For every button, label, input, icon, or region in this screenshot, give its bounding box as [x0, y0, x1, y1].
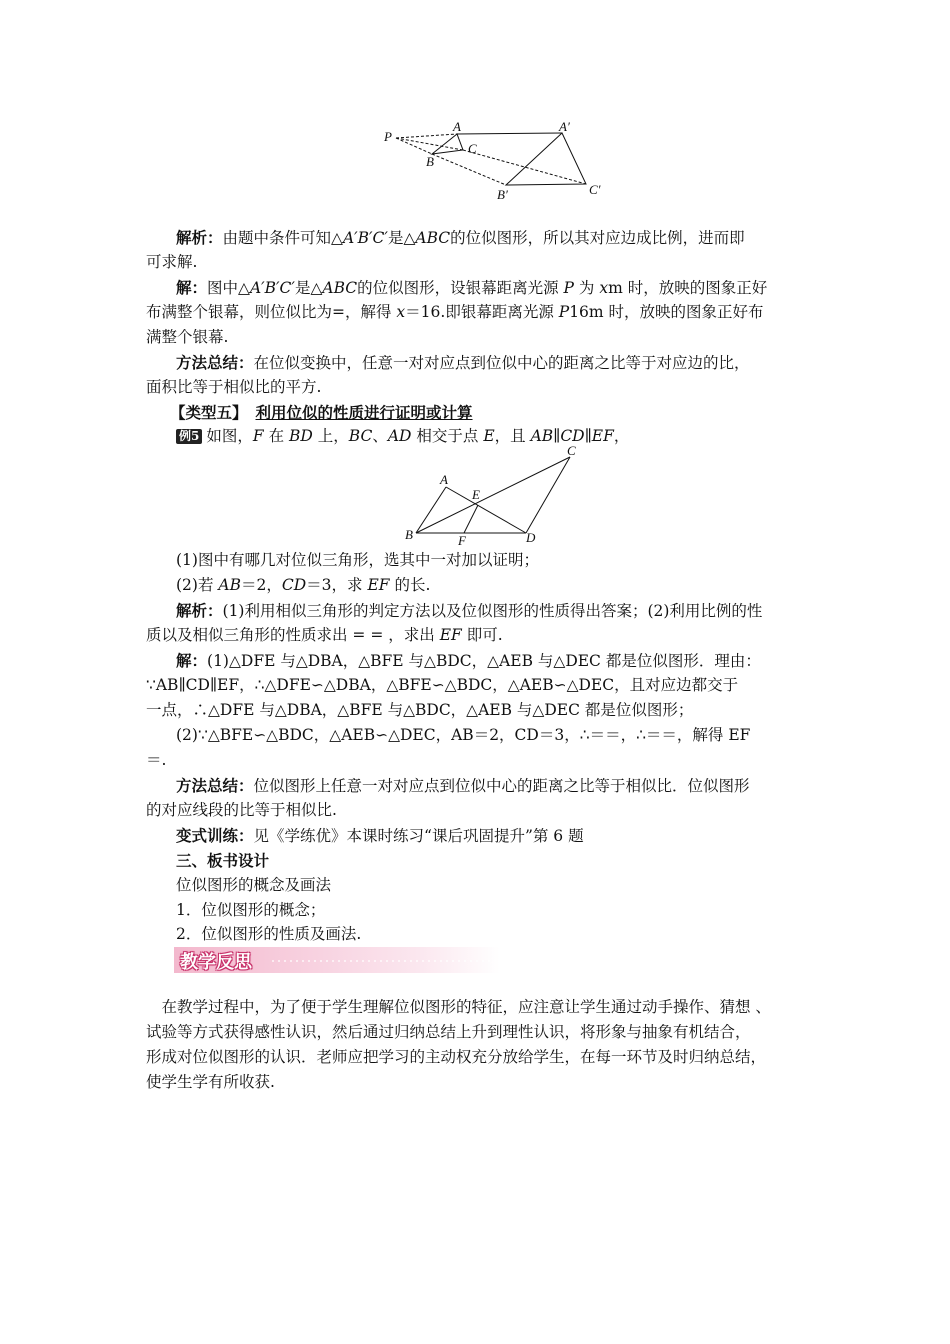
label-a-prime: A′ — [559, 119, 570, 134]
label-p: P — [384, 129, 392, 144]
ray-pa — [396, 134, 457, 138]
question-2: (2)若 AB＝2，CD＝3，求 EF 的长. — [176, 576, 431, 594]
segment-ad — [446, 487, 526, 533]
solution1-line3: 满整个银幕. — [146, 328, 229, 346]
question-1: (1)图中有哪几对位似三角形，选其中一对加以证明； — [176, 551, 539, 569]
board-item-2: 2．位似图形的性质及画法. — [176, 925, 362, 943]
label-a: A — [440, 472, 448, 487]
label-c: C — [468, 141, 477, 156]
reflection-banner — [174, 947, 500, 973]
label-c-prime: C′ — [589, 182, 601, 197]
triangle-a2b2c2 — [506, 133, 586, 185]
solution1-line1: 解：图中△A′B′C′是△ABC的位似图形，设银幕距离光源 P 为 xm 时，放映的图象正好 — [176, 278, 768, 297]
ray-pc2 — [463, 150, 586, 184]
solution1-line2: 布满整个银幕，则位似比为=，解得 x＝16.即银幕距离光源 P16m 时，放映的图象正好布 — [146, 303, 764, 321]
summary2-line1: 方法总结：位似图形上任意一对对应点到位似中心的距离之比等于相似比．位似图形 — [176, 776, 750, 795]
ray-pa2 — [457, 133, 562, 134]
solution2-line1: 解：(1)△DFE 与△DBA，△BFE 与△BDC，△AEB 与△DEC 都是位似图形．理由： — [176, 651, 761, 670]
ray-pb2 — [432, 154, 506, 185]
analysis1-line1: 解析：由题中条件可知△A′B′C′是△ABC的位似图形，所以其对应边成比例，进而即 — [176, 228, 745, 247]
board-heading: 三、板书设计 — [176, 851, 270, 870]
solution2-line2: ∵AB∥CD∥EF，∴△DFE∽△DBA，△BFE∽△BDC，△AEB∽△DEC，且对应边都交于 — [146, 676, 739, 694]
board-title: 位似图形的概念及画法 — [176, 876, 332, 894]
analysis2-line2: 质以及相似三角形的性质求出 = = ，求出 EF 即可. — [146, 626, 503, 644]
projection-figure — [380, 118, 620, 208]
example5-line: 例5 如图，F 在 BD 上，BC、AD 相交于点 E，且 AB∥CD∥EF， — [176, 424, 836, 449]
label-f: F — [458, 533, 466, 548]
label-d: D — [526, 530, 536, 545]
ray-pc — [396, 138, 463, 150]
reflection-line1: 在教学过程中，为了便于学生理解位似图形的特征，应注意让学生通过动手操作、猜想 、 — [146, 998, 771, 1016]
label-b: B — [426, 154, 434, 169]
reflection-banner-title: 教学反思 — [180, 952, 252, 973]
example-badge: 例5 — [176, 429, 202, 444]
reflection-line4: 使学生学有所收获. — [146, 1073, 275, 1091]
label-e: E — [472, 487, 480, 502]
segment-bc — [416, 457, 570, 533]
type5-heading: 【类型五】 利用位似的性质进行证明或计算 — [170, 403, 473, 422]
analysis2-line1: 解析：(1)利用相似三角形的判定方法以及位似图形的性质得出答案；(2)利用比例的性 — [176, 601, 763, 620]
ray-pb — [396, 138, 432, 154]
solution2-line5: ＝. — [146, 751, 167, 769]
solution2-line3: 一点，∴△DFE 与△DBA，△BFE 与△BDC，△AEB 与△DEC 都是位似图形； — [146, 701, 694, 719]
variant-training: 变式训练：见《学练优》本课时练习“课后巩固提升”第 6 题 — [176, 826, 584, 845]
analysis1-line2: 可求解. — [146, 253, 198, 271]
summary1-line2: 面积比等于相似比的平方. — [146, 378, 322, 396]
solution2-line4: (2)∵△BFE∽△BDC，△AEB∽△DEC，AB＝2，CD＝3，∴＝＝，∴＝＝，解得 EF — [176, 726, 751, 744]
label-b-prime: B′ — [497, 187, 508, 202]
summary2-line2: 的对应线段的比等于相似比. — [146, 801, 337, 819]
label-b: B — [405, 527, 413, 542]
parallel-lines-figure — [400, 443, 590, 547]
board-item-1: 1．位似图形的概念； — [176, 901, 326, 919]
triangle-abc — [432, 134, 463, 154]
reflection-line3: 形成对位似图形的认识．老师应把学习的主动权充分放给学生，在每一环节及时归纳总结， — [146, 1048, 767, 1066]
label-c: C — [567, 443, 576, 458]
summary1-line1: 方法总结：在位似变换中，任意一对对应点到位似中心的距离之比等于对应边的比， — [176, 353, 750, 372]
label-a: A — [453, 119, 461, 134]
segment-ef — [464, 505, 478, 533]
reflection-line2: 试验等方式获得感性认识，然后通过归纳总结上升到理性认识，将形象与抽象有机结合， — [146, 1023, 751, 1041]
